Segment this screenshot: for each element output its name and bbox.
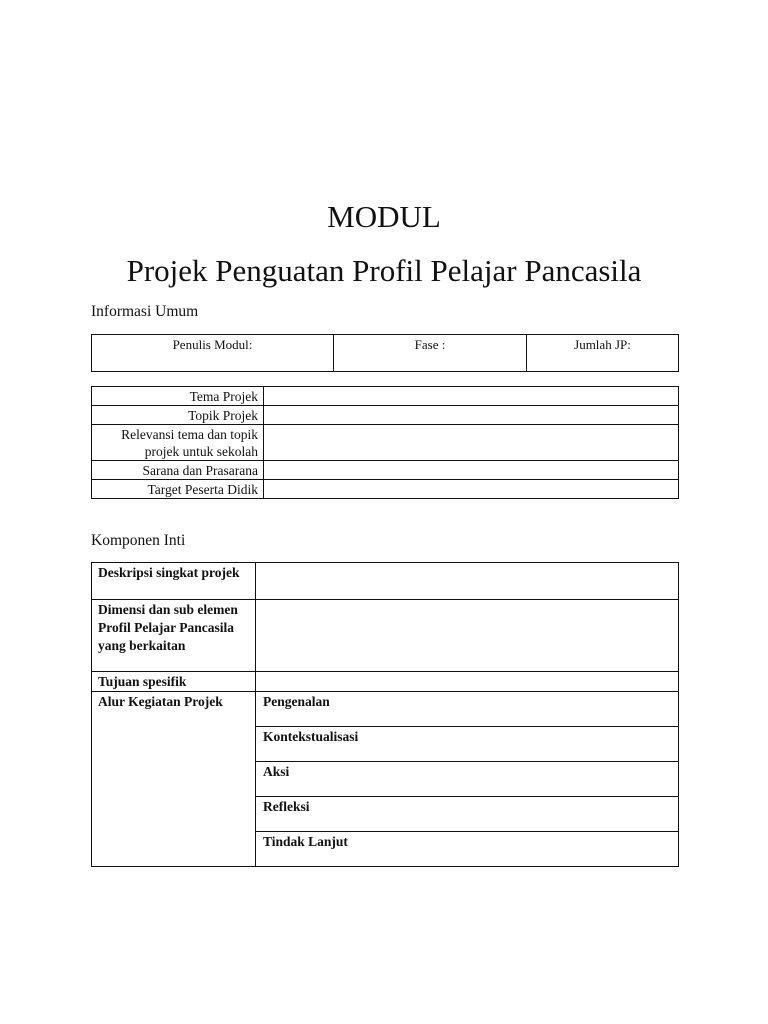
document-subtitle: Projek Penguatan Profil Pelajar Pancasila <box>126 253 642 288</box>
fase-cell[interactable]: Fase : <box>334 335 527 372</box>
meta-row <box>92 335 679 372</box>
deskripsi-value[interactable] <box>256 563 679 600</box>
table-row <box>92 425 679 461</box>
step-refleksi[interactable]: Refleksi <box>256 797 679 832</box>
relevansi-value[interactable] <box>264 425 679 461</box>
tema-projek-value[interactable] <box>264 387 679 406</box>
target-peserta-label: Target Peserta Didik <box>92 480 264 499</box>
table-row <box>92 600 679 672</box>
deskripsi-label: Deskripsi singkat projek <box>92 563 256 600</box>
step-kontekstualisasi[interactable]: Kontekstualisasi <box>256 727 679 762</box>
document-title: MODUL <box>327 199 441 234</box>
section-heading-komponen-inti: Komponen Inti <box>91 532 186 549</box>
step-pengenalan[interactable]: Pengenalan <box>256 692 679 727</box>
sarana-prasarana-value[interactable] <box>264 461 679 480</box>
topik-projek-value[interactable] <box>264 406 679 425</box>
tema-projek-label: Tema Projek <box>92 387 264 406</box>
table-row <box>92 461 679 480</box>
sarana-prasarana-label: Sarana dan Prasarana <box>92 461 264 480</box>
table-row <box>92 480 679 499</box>
tujuan-label: Tujuan spesifik <box>92 672 256 692</box>
meta-table <box>91 334 679 372</box>
section-heading-informasi-umum: Informasi Umum <box>91 303 199 320</box>
table-row <box>92 672 679 692</box>
jumlah-jp-cell[interactable]: Jumlah JP: <box>527 335 679 372</box>
penulis-modul-cell[interactable]: Penulis Modul: <box>92 335 334 372</box>
komponen-inti-table <box>91 562 679 867</box>
dimensi-label: Dimensi dan sub elemen Profil Pelajar Pancasila yang berkaitan <box>92 600 256 672</box>
alur-kegiatan-label: Alur Kegiatan Projek <box>92 692 256 867</box>
step-tindak-lanjut[interactable]: Tindak Lanjut <box>256 832 679 867</box>
topik-projek-label: Topik Projek <box>92 406 264 425</box>
relevansi-label: Relevansi tema dan topik projek untuk sekolah <box>92 425 264 461</box>
table-row <box>92 406 679 425</box>
table-row <box>92 387 679 406</box>
table-row <box>92 692 679 727</box>
table-row <box>92 563 679 600</box>
dimensi-value[interactable] <box>256 600 679 672</box>
step-aksi[interactable]: Aksi <box>256 762 679 797</box>
info-table <box>91 386 679 499</box>
target-peserta-value[interactable] <box>264 480 679 499</box>
tujuan-value[interactable] <box>256 672 679 692</box>
